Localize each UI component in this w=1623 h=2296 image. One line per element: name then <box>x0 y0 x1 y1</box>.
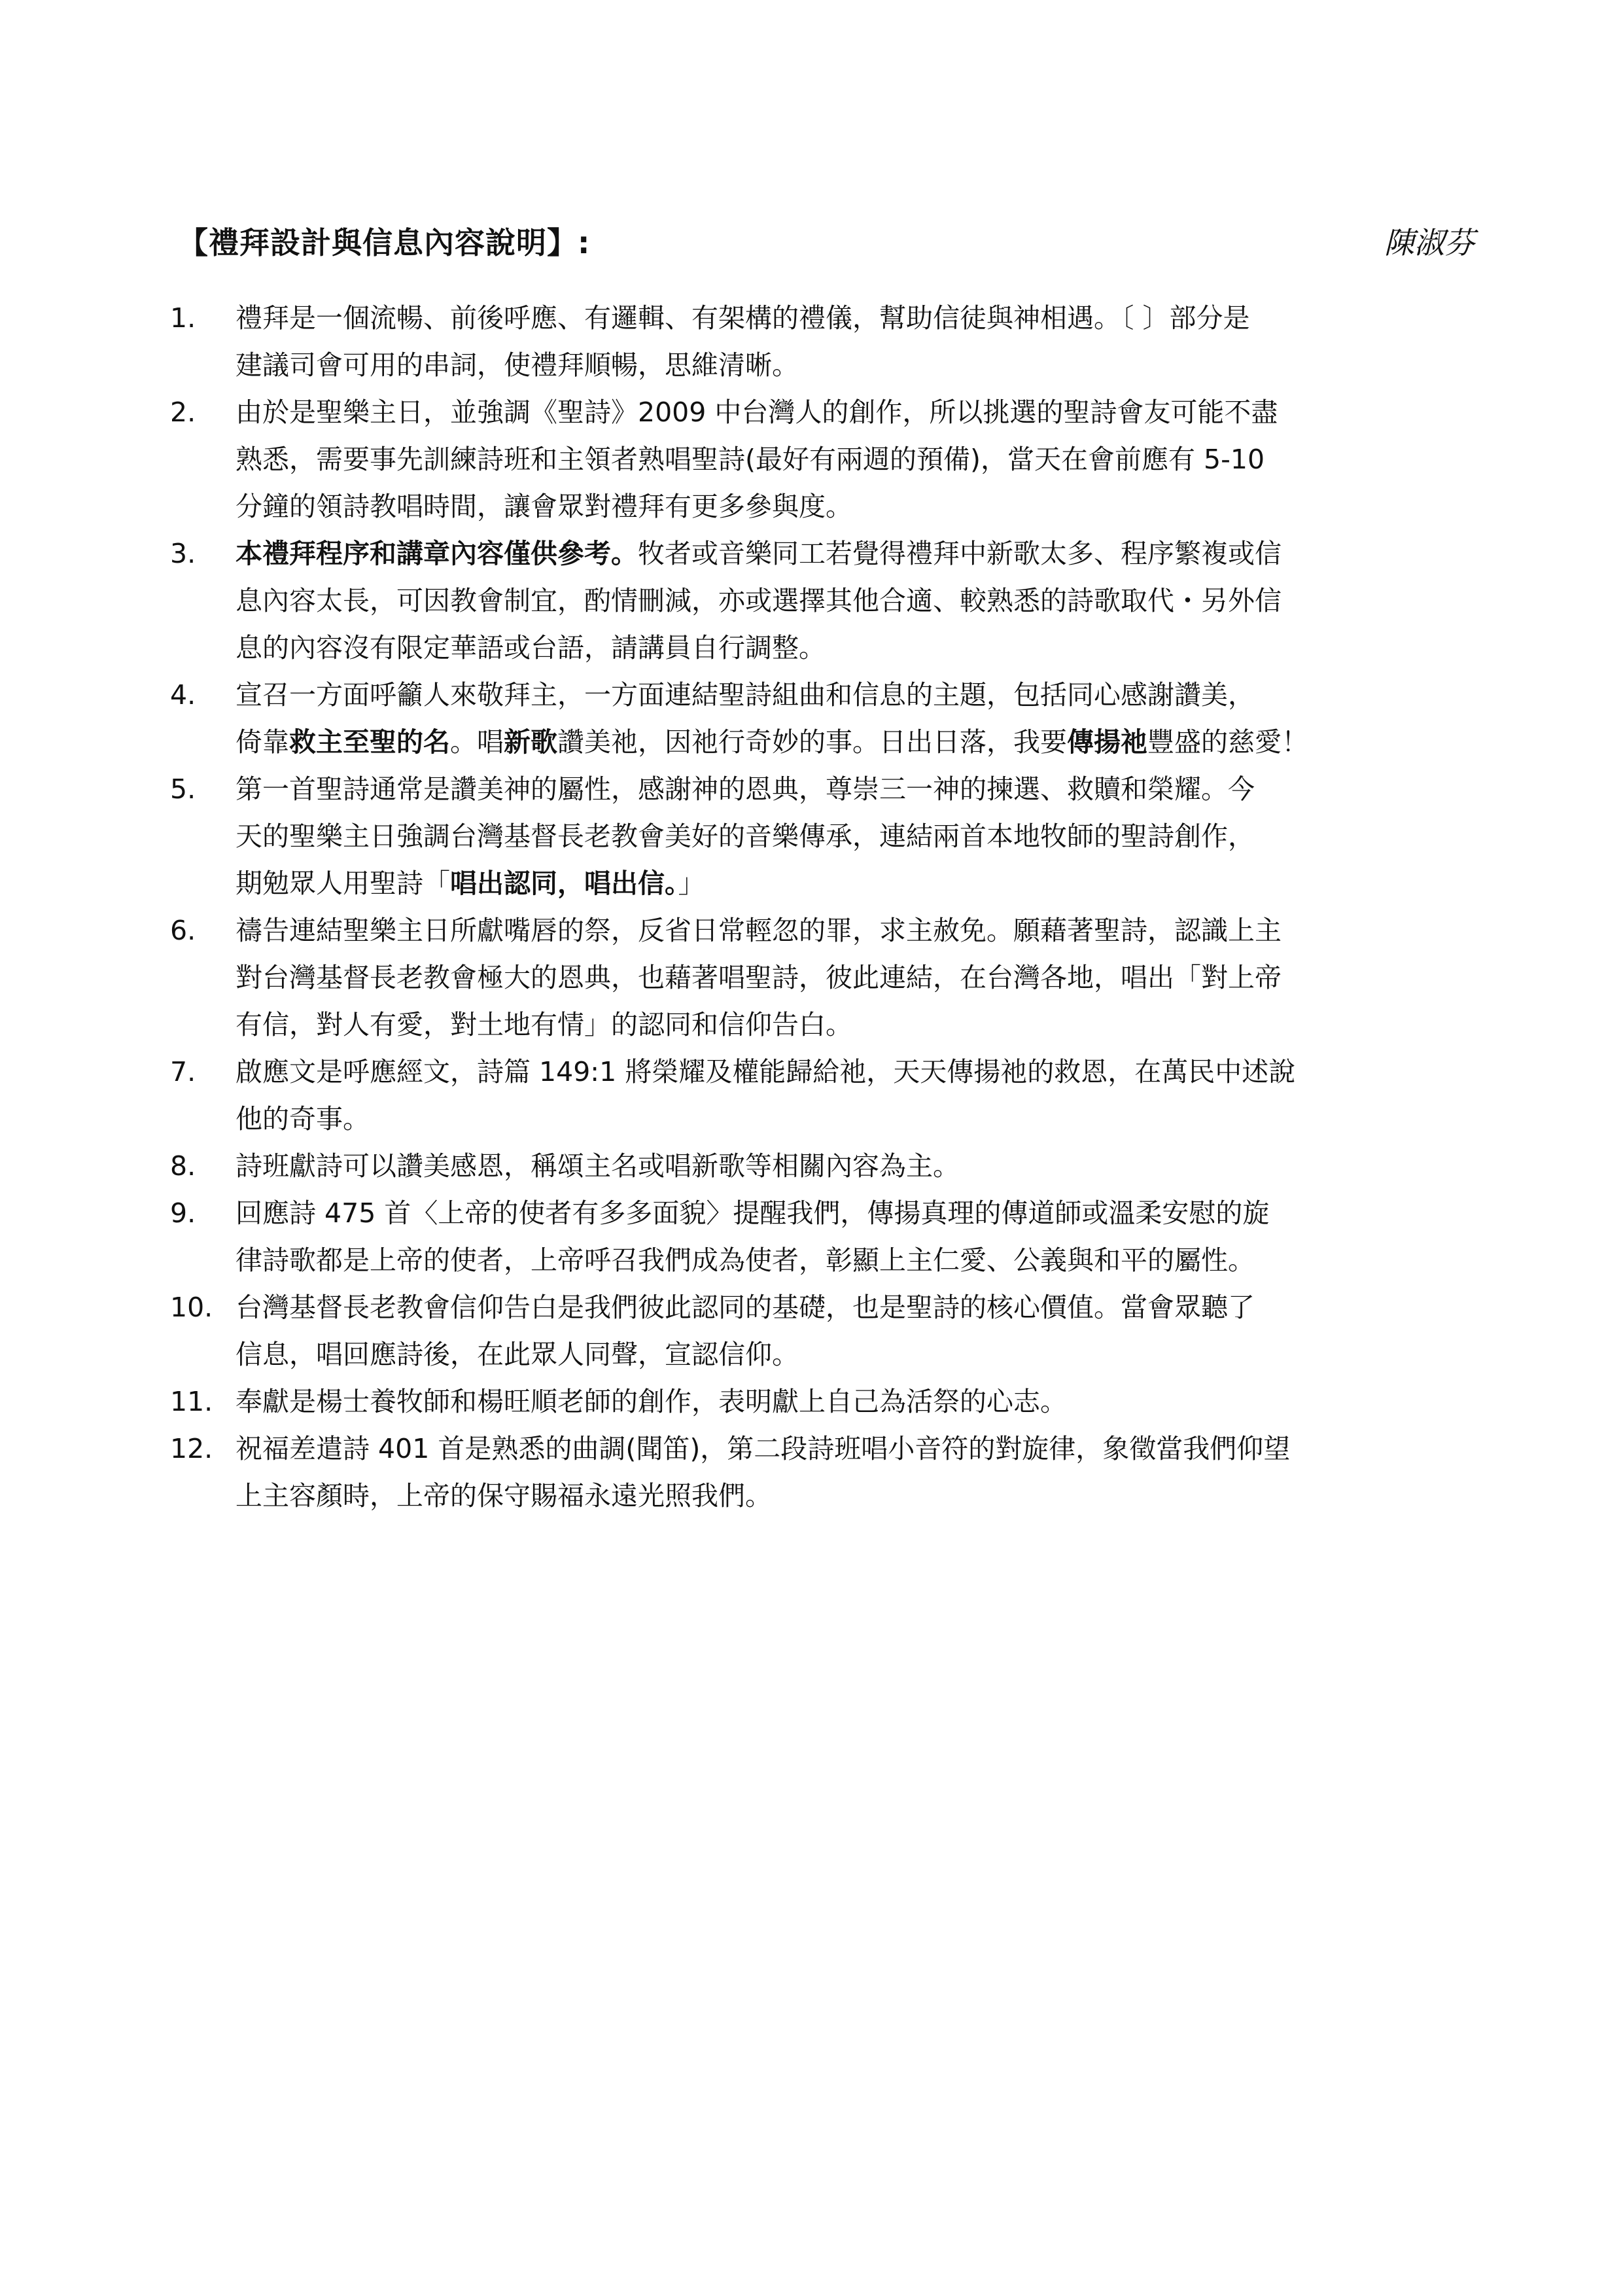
list-item-text-line: 建議司會可用的串詞，使禮拜順暢，思維清晰。 <box>236 349 799 381</box>
list-item-text-line: 期勉眾人用聖詩「唱出認同，唱出信。」 <box>236 868 705 899</box>
list-item <box>170 1142 1485 1190</box>
list-item-text-line: 祝福差遣詩 401 首是熟悉的曲調(聞笛)，第二段詩班唱小音符的對旋律，象徵當我們仰望 <box>236 1433 1291 1464</box>
list-item <box>170 294 1485 389</box>
list-item-text-line: 啟應文是呼應經文，詩篇 149:1 將榮耀及權能歸給祂，天天傳揚祂的救恩，在萬民中述說 <box>236 1056 1296 1087</box>
list-item-number: 3. <box>170 538 196 569</box>
list-item <box>170 1378 1485 1425</box>
list-item-number: 2. <box>170 397 196 428</box>
list-item-text-line: 他的奇事。 <box>236 1103 370 1135</box>
list-item-number: 5. <box>170 773 196 805</box>
list-item <box>170 766 1485 907</box>
list-item-text-line: 倚靠救主至聖的名。唱新歌讚美祂，因祂行奇妙的事。日出日落，我要傳揚祂豐盛的慈愛！ <box>236 726 1308 758</box>
list-item-text-line: 台灣基督長老教會信仰告白是我們彼此認同的基礎，也是聖詩的核心價值。當會眾聽了 <box>236 1292 1255 1323</box>
list-item <box>170 389 1485 530</box>
list-item-text-line: 天的聖樂主日強調台灣基督長老教會美好的音樂傳承，連結兩首本地牧師的聖詩創作， <box>236 821 1255 852</box>
list-item-text-line: 詩班獻詩可以讚美感恩，稱頌主名或唱新歌等相關內容為主。 <box>236 1150 960 1182</box>
list-item <box>170 1190 1485 1284</box>
list-item-text-line: 分鐘的領詩教唱時間，讓會眾對禮拜有更多參與度。 <box>236 491 852 522</box>
list-item-text-line: 上主容顏時，上帝的保守賜福永遠光照我們。 <box>236 1480 772 1511</box>
list-item-number: 7. <box>170 1056 196 1087</box>
list-item-text-line: 息內容太長，可因教會制宜，酌情刪減，亦或選擇其他合適、較熟悉的詩歌取代・另外信 <box>236 585 1282 616</box>
list-item-number: 8. <box>170 1150 196 1182</box>
list-item-text-line: 禮拜是一個流暢、前後呼應、有邏輯、有架構的禮儀，幫助信徒與神相遇。〔 〕部分是 <box>236 302 1250 334</box>
page-title: 【禮拜設計與信息內容說明】: <box>178 225 591 260</box>
list-item-text-line: 由於是聖樂主日，並強調《聖詩》2009 中台灣人的創作，所以挑選的聖詩會友可能不盡 <box>236 397 1278 428</box>
list-item <box>170 530 1485 671</box>
list-item-text-line: 信息，唱回應詩後，在此眾人同聲，宣認信仰。 <box>236 1339 799 1370</box>
list-item <box>170 671 1485 766</box>
list-item-text-line: 第一首聖詩通常是讚美神的屬性，感謝神的恩典，尊崇三一神的揀選、救贖和榮耀。今 <box>236 773 1255 805</box>
list-item-text-line: 對台灣基督長老教會極大的恩典，也藉著唱聖詩，彼此連結，在台灣各地，唱出「對上帝 <box>236 962 1282 993</box>
list-item-text-line: 禱告連結聖樂主日所獻嘴唇的祭，反省日常輕忽的罪，求主赦免。願藉著聖詩，認識上主 <box>236 915 1282 946</box>
list-item-number: 6. <box>170 915 196 946</box>
list-item-number: 10. <box>170 1292 213 1323</box>
list-item <box>170 1284 1485 1378</box>
list-item-text-line: 律詩歌都是上帝的使者，上帝呼召我們成為使者，彰顯上主仁愛、公義與和平的屬性。 <box>236 1245 1255 1276</box>
list-item-number: 9. <box>170 1197 196 1229</box>
header <box>178 219 1475 272</box>
author-name: 陳淑芬 <box>1384 225 1475 260</box>
list-item <box>170 1048 1485 1142</box>
list-item-text-line: 奉獻是楊士養牧師和楊旺順老師的創作，表明獻上自己為活祭的心志。 <box>236 1386 1067 1417</box>
list-item-text-line: 回應詩 475 首〈上帝的使者有多多面貌〉提醒我們，傳揚真理的傳道師或溫柔安慰的旋 <box>236 1197 1270 1229</box>
list-item-number: 12. <box>170 1433 213 1464</box>
numbered-list <box>170 294 1485 1519</box>
list-item-text-line: 有信，對人有愛，對土地有情」的認同和信仰告白。 <box>236 1009 852 1040</box>
list-item <box>170 907 1485 1048</box>
list-item-text-line: 熟悉，需要事先訓練詩班和主領者熟唱聖詩(最好有兩週的預備)，當天在會前應有 5-10 <box>236 444 1265 475</box>
list-item-number: 11. <box>170 1386 213 1417</box>
list-item <box>170 1425 1485 1519</box>
list-item-number: 1. <box>170 302 196 334</box>
list-item-text-line: 本禮拜程序和講章內容僅供參考。牧者或音樂同工若覺得禮拜中新歌太多、程序繁複或信 <box>236 538 1282 569</box>
list-item-number: 4. <box>170 679 196 711</box>
list-item-text-line: 宣召一方面呼籲人來敬拜主，一方面連結聖詩組曲和信息的主題，包括同心感謝讚美， <box>236 679 1255 711</box>
list-item-text-line: 息的內容沒有限定華語或台語，請講員自行調整。 <box>236 632 826 663</box>
